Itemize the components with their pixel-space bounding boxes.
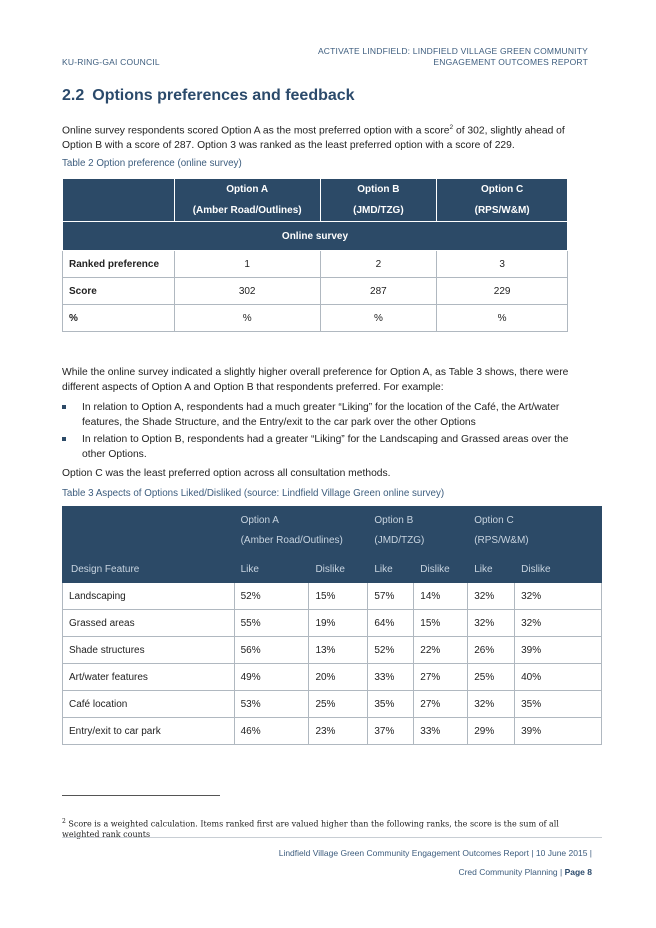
table-cell: 23%: [309, 718, 368, 745]
table3-header-row: [63, 556, 602, 583]
bullet-item: [62, 401, 594, 430]
feature-cell: Entry/exit to car park: [63, 718, 235, 745]
feature-cell: Grassed areas: [63, 610, 235, 637]
table-row: [63, 583, 602, 610]
feature-cell: Art/water features: [63, 664, 235, 691]
row-label: %: [63, 305, 175, 332]
table-cell: 57%: [368, 583, 414, 610]
feature-cell: Café location: [63, 691, 235, 718]
table2-col-header: Option A (Amber Road/Outlines): [174, 179, 320, 222]
intro-text-2: of 302, slightly ahead of Option B with a score of 287. Option 3 was ranked as the least preferred option with a score of 229.: [62, 125, 565, 151]
footnote-text: Score is a weighted calculation. Items ranked first are valued higher than the following ranks, the score is the sum of all weighted rank counts: [62, 819, 559, 839]
table2-col-header: Option C (RPS/W&M): [437, 179, 568, 222]
dislike-header: Dislike: [515, 556, 602, 583]
table-cell: 13%: [309, 637, 368, 664]
paragraph-preference: While the online survey indicated a slightly higher overall preference for Option A, as Table 3 shows, there were different aspects of Option A and Option B that respondents preferred. For example:: [62, 367, 569, 393]
table2-col-header: Option B (JMD/TZG): [320, 179, 437, 222]
table-row: [63, 278, 568, 305]
table-cell: 49%: [234, 664, 309, 691]
table-cell: 33%: [368, 664, 414, 691]
table-cell: 35%: [368, 691, 414, 718]
table3-caption: Table 3 Aspects of Options Liked/Disliked (source: Lindfield Village Green online survey): [62, 488, 445, 499]
bullet-text: In relation to Option A, respondents had a much greater “Liking” for the location of the Café, the Art/water features, the Shade Structure, and the Entry/exit to the car park over the other Options: [82, 402, 560, 428]
header-title-line2: ENGAGEMENT OUTCOMES REPORT: [433, 57, 588, 67]
table-cell: 33%: [414, 718, 468, 745]
header-report-title: [318, 46, 588, 68]
table-cell: 2: [320, 251, 437, 278]
feature-cell: Landscaping: [63, 583, 235, 610]
table-cell: 15%: [414, 610, 468, 637]
table3-corner: [63, 507, 235, 556]
table3-group-row: [63, 507, 602, 556]
table-cell: 27%: [414, 691, 468, 718]
dislike-header: Dislike: [414, 556, 468, 583]
table-cell: 27%: [414, 664, 468, 691]
intro-paragraph: [62, 121, 594, 153]
table-cell: 39%: [515, 637, 602, 664]
option-preference-table: [62, 178, 568, 332]
like-header: Like: [468, 556, 515, 583]
footer-author: Cred Community Planning |: [458, 867, 565, 877]
table-cell: 35%: [515, 691, 602, 718]
footnote-number: 2: [62, 818, 66, 825]
footnote-divider: [62, 795, 220, 796]
table-row: [63, 718, 602, 745]
table-row: [63, 305, 568, 332]
table-cell: %: [174, 305, 320, 332]
table-cell: 229: [437, 278, 568, 305]
table-cell: 37%: [368, 718, 414, 745]
table-cell: 20%: [309, 664, 368, 691]
table-cell: 3: [437, 251, 568, 278]
table2-subheader-row: [63, 222, 568, 251]
header-title-line1: ACTIVATE LINDFIELD: LINDFIELD VILLAGE GREEN COMMUNITY: [317, 46, 588, 56]
table-cell: 32%: [468, 691, 515, 718]
table-cell: 32%: [468, 610, 515, 637]
table2-subheader: Online survey: [63, 222, 568, 251]
table-cell: 14%: [414, 583, 468, 610]
paragraph-option-c: Option C was the least preferred option across all consultation methods.: [62, 468, 391, 479]
table-cell: 29%: [468, 718, 515, 745]
bullet-marker: [62, 437, 66, 441]
table-cell: %: [320, 305, 437, 332]
table-cell: 46%: [234, 718, 309, 745]
footer-page-line: [458, 867, 592, 877]
table-cell: 39%: [515, 718, 602, 745]
bullet-item: [62, 433, 594, 462]
table3-group-header: Option B (JMD/TZG): [368, 507, 468, 556]
table-cell: 19%: [309, 610, 368, 637]
table-cell: 52%: [368, 637, 414, 664]
table-cell: 32%: [515, 583, 602, 610]
table2-caption: Table 2 Option preference (online survey): [62, 158, 242, 169]
table-cell: 32%: [515, 610, 602, 637]
table2-corner: [63, 179, 175, 222]
row-label: Ranked preference: [63, 251, 175, 278]
footnote-ref[interactable]: 2: [449, 124, 454, 131]
table-cell: 15%: [309, 583, 368, 610]
table-row: [63, 251, 568, 278]
table-cell: 22%: [414, 637, 468, 664]
table-row: [63, 664, 602, 691]
table-cell: 32%: [468, 583, 515, 610]
intro-text-1: Online survey respondents scored Option A as the most preferred option with a score: [62, 125, 450, 137]
table-cell: 64%: [368, 610, 414, 637]
like-header: Like: [368, 556, 414, 583]
table-cell: 52%: [234, 583, 309, 610]
table-cell: 1: [174, 251, 320, 278]
feature-cell: Shade structures: [63, 637, 235, 664]
table3-group-header: Option C (RPS/W&M): [468, 507, 602, 556]
table-cell: 287: [320, 278, 437, 305]
table-cell: 26%: [468, 637, 515, 664]
table-row: [63, 637, 602, 664]
table-cell: 53%: [234, 691, 309, 718]
table-cell: 55%: [234, 610, 309, 637]
bullet-text: In relation to Option B, respondents had a greater “Liking” for the Landscaping and Grassed areas over the other Options.: [82, 434, 569, 460]
table-cell: 25%: [468, 664, 515, 691]
table2-header-row: [63, 179, 568, 222]
row-label: Score: [63, 278, 175, 305]
like-header: Like: [234, 556, 309, 583]
footer-report-line: Lindfield Village Green Community Engagement Outcomes Report | 10 June 2015 |: [278, 848, 592, 858]
table-row: [63, 610, 602, 637]
feature-header: Design Feature: [63, 556, 235, 583]
table3-group-header: Option A (Amber Road/Outlines): [234, 507, 368, 556]
dislike-header: Dislike: [309, 556, 368, 583]
table-cell: 302: [174, 278, 320, 305]
aspects-liked-table: [62, 506, 602, 745]
header-organisation: KU-RING-GAI COUNCIL: [62, 57, 160, 67]
page-number: Page 8: [564, 867, 592, 877]
table-cell: %: [437, 305, 568, 332]
table-cell: 56%: [234, 637, 309, 664]
table-cell: 40%: [515, 664, 602, 691]
table-row: [63, 691, 602, 718]
section-number: 2.2: [62, 87, 85, 104]
section-title: Options preferences and feedback: [92, 87, 355, 104]
footer-divider: [62, 837, 602, 838]
bullet-marker: [62, 405, 66, 409]
section-heading: [62, 87, 355, 105]
table-cell: 25%: [309, 691, 368, 718]
